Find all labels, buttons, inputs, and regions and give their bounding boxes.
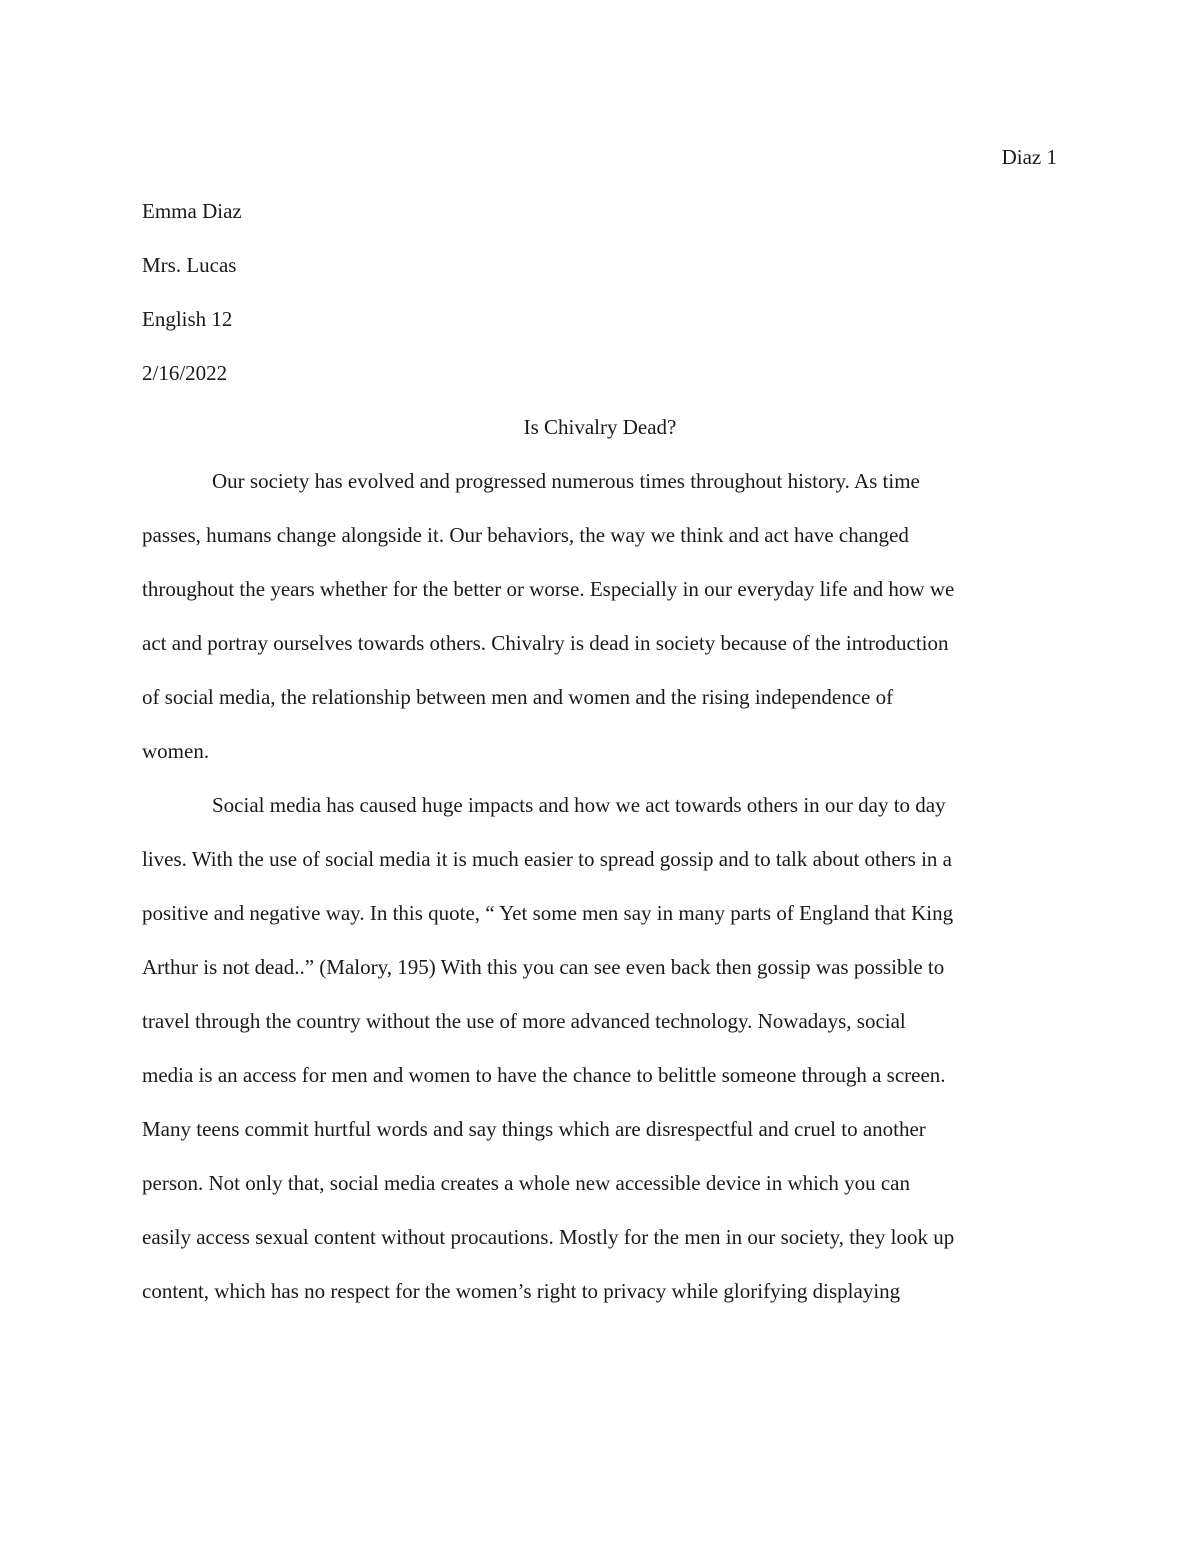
paragraph [142,790,1058,1330]
paragraph-line: media is an access for men and women to have the chance to belittle someone through a screen. [142,1063,946,1087]
paragraph-line: Social media has caused huge impacts and how we act towards others in our day to day [212,793,946,817]
paragraph-line: Many teens commit hurtful words and say things which are disrespectful and cruel to another [142,1117,926,1141]
paragraph-line: travel through the country without the use of more advanced technology. Nowadays, social [142,1009,906,1033]
student-name: Emma Diaz [142,199,242,223]
essay-body [142,466,1058,1330]
paragraph-line: Arthur is not dead..” (Malory, 195) With this you can see even back then gossip was possible to [142,955,945,979]
paragraph-line: positive and negative way. In this quote, “ Yet some men say in many parts of England that King [142,901,954,925]
course-name: English 12 [142,307,233,331]
paragraph-line: act and portray ourselves towards others. Chivalry is dead in society because of the introduction [142,631,949,655]
paragraph-line: women. [142,739,210,763]
teacher-name: Mrs. Lucas [142,253,237,277]
paragraph [142,466,1058,790]
paragraph-line: content, which has no respect for the women’s right to privacy while glorifying displaying [142,1279,901,1303]
mla-heading [142,196,242,412]
paragraph-line: of social media, the relationship between men and women and the rising independence of [142,685,894,709]
paragraph-line: throughout the years whether for the better or worse. Especially in our everyday life and how we [142,577,955,601]
essay-title: Is Chivalry Dead? [523,415,677,439]
essay-date: 2/16/2022 [142,361,228,385]
paragraph-line: person. Not only that, social media creates a whole new accessible device in which you can [142,1171,910,1195]
running-head: Diaz 1 [1001,145,1057,169]
paragraph-line: easily access sexual content without procautions. Mostly for the men in our society, they look up [142,1225,955,1249]
paragraph-line: Our society has evolved and progressed numerous times throughout history. As time [212,469,920,493]
paragraph-line: lives. With the use of social media it is much easier to spread gossip and to talk about others in a [142,847,953,871]
paragraph-line: passes, humans change alongside it. Our behaviors, the way we think and act have changed [142,523,909,547]
